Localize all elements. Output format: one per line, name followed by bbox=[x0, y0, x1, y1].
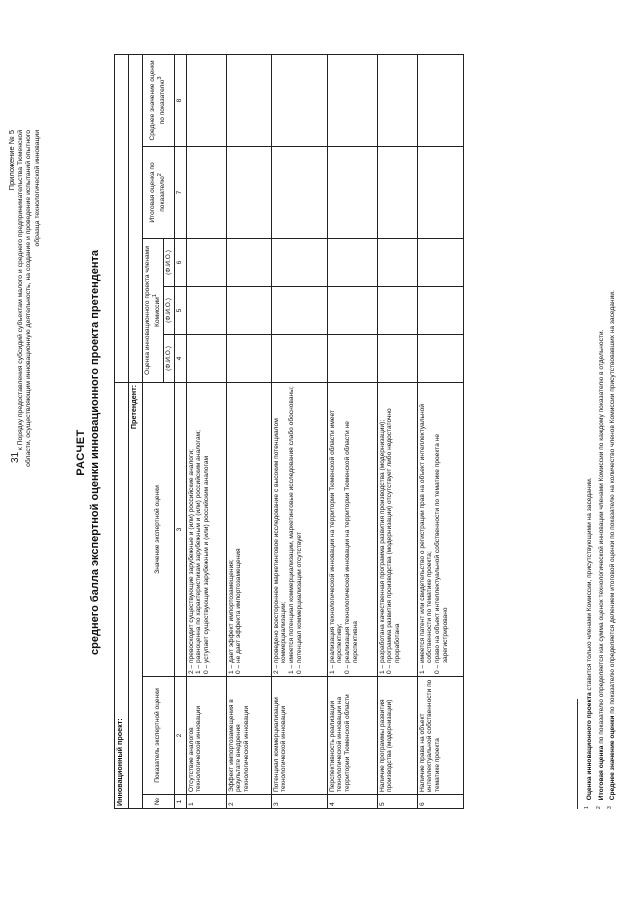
row-values bbox=[271, 382, 327, 676]
score-description: программа развития производства (модернизации) отсутствует либо недостаточно проработана bbox=[386, 408, 402, 663]
score-member-3[interactable] bbox=[417, 238, 463, 286]
score-option bbox=[203, 385, 211, 674]
appendix-title: Приложение № 5 bbox=[7, 130, 16, 191]
appendix-line: к Порядку предоставления субсидий субъектам малого и среднего предпринимательства Тюменской bbox=[16, 130, 24, 451]
score-average[interactable] bbox=[377, 54, 417, 146]
footnote-term: Итоговая оценка bbox=[597, 745, 605, 801]
score-member-2[interactable] bbox=[186, 286, 226, 334]
table-row bbox=[417, 54, 463, 808]
row-number: 5 bbox=[377, 795, 417, 809]
score-total[interactable] bbox=[271, 146, 327, 238]
row-indicator: Наличие права на объект интеллектуальной собственности по тематике проекта bbox=[417, 677, 463, 795]
document-title: РАСЧЕТ bbox=[75, 429, 87, 476]
applicant-label: Претендент: bbox=[129, 384, 138, 430]
row-values bbox=[226, 382, 271, 676]
score-description: дает эффект импортозамещения; bbox=[227, 559, 235, 663]
score-member-3[interactable] bbox=[377, 238, 417, 286]
row-number: 3 bbox=[271, 795, 327, 809]
score-option bbox=[195, 385, 203, 674]
table-body bbox=[186, 54, 463, 808]
score-member-3[interactable] bbox=[327, 238, 377, 286]
footnote-marker: 2 bbox=[595, 806, 602, 809]
document-subtitle: среднего балла экспертной оценки инновационного проекта претендента bbox=[89, 250, 101, 655]
footnote-term: Оценка инновационного проекта bbox=[586, 692, 594, 801]
header-fio-3: (Ф.И.О.) bbox=[163, 238, 174, 286]
header-avg-sup: 3 bbox=[157, 76, 164, 80]
score-average[interactable] bbox=[327, 54, 377, 146]
row-number: 6 bbox=[417, 795, 463, 809]
header-commission-sup: 1 bbox=[151, 294, 158, 298]
row-values bbox=[377, 382, 417, 676]
footnote-marker: 1 bbox=[584, 806, 590, 809]
header-total-text: Итоговая оценка по показателю bbox=[149, 162, 167, 223]
project-label: Инновационный проект: bbox=[115, 718, 124, 806]
score-description: проведено всестороннее маркетинговое исследование с высоким потенциалом коммерциализации; bbox=[272, 418, 288, 663]
page-number: 31 bbox=[10, 451, 21, 463]
header-num: № bbox=[143, 795, 175, 809]
row-values bbox=[186, 382, 226, 676]
project-value-cell bbox=[115, 54, 129, 382]
score-description: имеется потенциал коммерциализации, маркетинговые исследования слабо обоснованы; bbox=[288, 386, 296, 663]
score-total[interactable] bbox=[226, 146, 271, 238]
footnote-text: по показателю определяется как сумма оценок технологической инновации членами Комиссии по каждому показателю в отдельности. bbox=[597, 329, 605, 746]
footnote-term: Среднее значение оценки bbox=[609, 715, 617, 801]
row-number: 2 bbox=[226, 795, 271, 809]
score-value: 0 – bbox=[344, 664, 352, 674]
score-value: 2 – bbox=[272, 664, 280, 674]
table-row bbox=[377, 54, 417, 808]
col-number: 5 bbox=[174, 286, 186, 334]
header-total-sup: 2 bbox=[157, 173, 164, 177]
footnote-divider bbox=[577, 699, 578, 809]
applicant-label-cell bbox=[129, 382, 143, 808]
row-number: 4 bbox=[327, 795, 377, 809]
appendix-line: образца технологической инновации bbox=[33, 130, 41, 247]
footnote-text: ставится только членами Комиссии, присутствующими на заседании. bbox=[586, 477, 594, 693]
score-value: 0 – bbox=[386, 664, 394, 674]
score-value: 1 – bbox=[195, 664, 203, 674]
appendix-header bbox=[8, 130, 42, 560]
footnote bbox=[606, 69, 618, 809]
score-member-3[interactable] bbox=[271, 238, 327, 286]
footnotes bbox=[583, 69, 618, 809]
score-value: 1 – bbox=[288, 664, 296, 674]
table-row bbox=[186, 54, 226, 808]
table-row bbox=[271, 54, 327, 808]
score-option bbox=[344, 385, 360, 674]
score-description: право на объект интеллектуальной собственности по тематике проекта не зарегистрировано bbox=[434, 433, 449, 663]
score-description: равноценна по характеристикам зарубежным и (или) российским аналогам; bbox=[195, 429, 203, 663]
score-description: разработана качественная программа развития производства (модернизации); bbox=[378, 419, 386, 663]
score-value: 2 – bbox=[187, 664, 195, 674]
score-value: 0 – bbox=[203, 664, 211, 674]
score-member-1[interactable] bbox=[417, 334, 463, 382]
score-member-3[interactable] bbox=[226, 238, 271, 286]
score-option bbox=[296, 385, 304, 674]
score-value: 0 – bbox=[295, 664, 303, 674]
score-description: потенциал коммерциализации отсутствует bbox=[295, 532, 303, 663]
score-option bbox=[235, 385, 243, 674]
footnote bbox=[595, 69, 607, 809]
col-number: 6 bbox=[174, 238, 186, 286]
score-value: 1 – bbox=[227, 664, 235, 674]
score-option bbox=[434, 385, 450, 674]
col-number: 8 bbox=[174, 54, 186, 146]
score-value: 1 – bbox=[328, 664, 336, 674]
header-commission-text: Оценка инновационного проекта членами Комиссии bbox=[144, 246, 161, 375]
header-commission bbox=[143, 238, 164, 382]
score-average[interactable] bbox=[271, 54, 327, 146]
table-row bbox=[226, 54, 271, 808]
footnote-text: по показателю определяется делением итоговой оценки по показателю на количество членов Комиссии присутствовавших на заседании. bbox=[609, 290, 617, 716]
score-description: уступает существующим зарубежным и (или) российским аналогам bbox=[203, 455, 211, 663]
row-indicator: Потенциал коммерциализации технологической инновации bbox=[271, 677, 327, 795]
appendix-line: области, осуществляющим инновационную деятельность, на создание и проведение испытаний опытного bbox=[25, 130, 33, 467]
score-member-1[interactable] bbox=[327, 334, 377, 382]
row-indicator: Эффект импортозамещения в результате внедрения технологической инновации bbox=[226, 677, 271, 795]
score-average[interactable] bbox=[186, 54, 226, 146]
score-member-2[interactable] bbox=[327, 286, 377, 334]
score-total[interactable] bbox=[327, 146, 377, 238]
footnote-marker: 3 bbox=[607, 806, 614, 809]
score-member-2[interactable] bbox=[226, 286, 271, 334]
score-total[interactable] bbox=[417, 146, 463, 238]
header-value: Значение экспертной оценки bbox=[143, 382, 175, 676]
score-member-3[interactable] bbox=[186, 238, 226, 286]
evaluation-table bbox=[114, 54, 464, 809]
score-member-2[interactable] bbox=[377, 286, 417, 334]
score-total[interactable] bbox=[377, 146, 417, 238]
score-member-1[interactable] bbox=[271, 334, 327, 382]
col-number: 1 bbox=[174, 795, 186, 809]
score-description: имеется патент или свидетельство о регистрации прав на объект интеллектуальной собственности по тематике проекта; bbox=[418, 404, 434, 663]
score-average[interactable] bbox=[417, 54, 463, 146]
score-description: реализация технологической инновации на территории Тюменской области не перспективна bbox=[344, 421, 359, 663]
score-value: 1 – bbox=[378, 664, 386, 674]
score-option bbox=[288, 385, 296, 674]
row-indicator: Отсутствие аналогов технологической инновации bbox=[186, 677, 226, 795]
score-value: 1 – bbox=[418, 664, 426, 674]
header-fio-2: (Ф.И.О.) bbox=[163, 286, 174, 334]
row-values bbox=[417, 382, 463, 676]
header-total bbox=[143, 146, 175, 238]
row-number: 1 bbox=[186, 795, 226, 809]
score-member-1[interactable] bbox=[186, 334, 226, 382]
header-indicator: Показатель экспертной оценки bbox=[143, 677, 175, 795]
header-fio-1: (Ф.И.О.) bbox=[163, 334, 174, 382]
score-option bbox=[329, 385, 345, 674]
score-option bbox=[419, 385, 435, 674]
score-value: 0 – bbox=[235, 664, 243, 674]
applicant-value-cell bbox=[129, 54, 143, 382]
col-number: 2 bbox=[174, 677, 186, 795]
header-avg bbox=[143, 54, 175, 146]
score-average[interactable] bbox=[226, 54, 271, 146]
score-option bbox=[386, 385, 402, 674]
row-values bbox=[327, 382, 377, 676]
score-description: не дает эффекта импортозамещения bbox=[235, 548, 243, 663]
col-number: 4 bbox=[174, 334, 186, 382]
col-number: 7 bbox=[174, 146, 186, 238]
score-option bbox=[273, 385, 289, 674]
header-avg-text: Среднее значение оценки по показателю bbox=[149, 60, 167, 141]
project-label-cell bbox=[115, 382, 129, 808]
score-total[interactable] bbox=[186, 146, 226, 238]
score-member-2[interactable] bbox=[271, 286, 327, 334]
score-description: превосходит существующие зарубежные и (или) российские аналоги; bbox=[187, 449, 195, 663]
score-member-1[interactable] bbox=[377, 334, 417, 382]
score-description: реализация технологической инновации на территории Тюменской области имеет перспективу; bbox=[328, 410, 344, 663]
score-option bbox=[228, 385, 236, 674]
row-indicator: Наличие программы развития производства (модернизации) bbox=[377, 677, 417, 795]
col-number: 3 bbox=[174, 382, 186, 676]
table-row bbox=[327, 54, 377, 808]
row-indicator: Перспективность реализации технологической инновации на территории Тюменской области bbox=[327, 677, 377, 795]
footnote bbox=[583, 69, 595, 809]
score-member-1[interactable] bbox=[226, 334, 271, 382]
score-member-2[interactable] bbox=[417, 286, 463, 334]
score-value: 0 – bbox=[434, 664, 442, 674]
